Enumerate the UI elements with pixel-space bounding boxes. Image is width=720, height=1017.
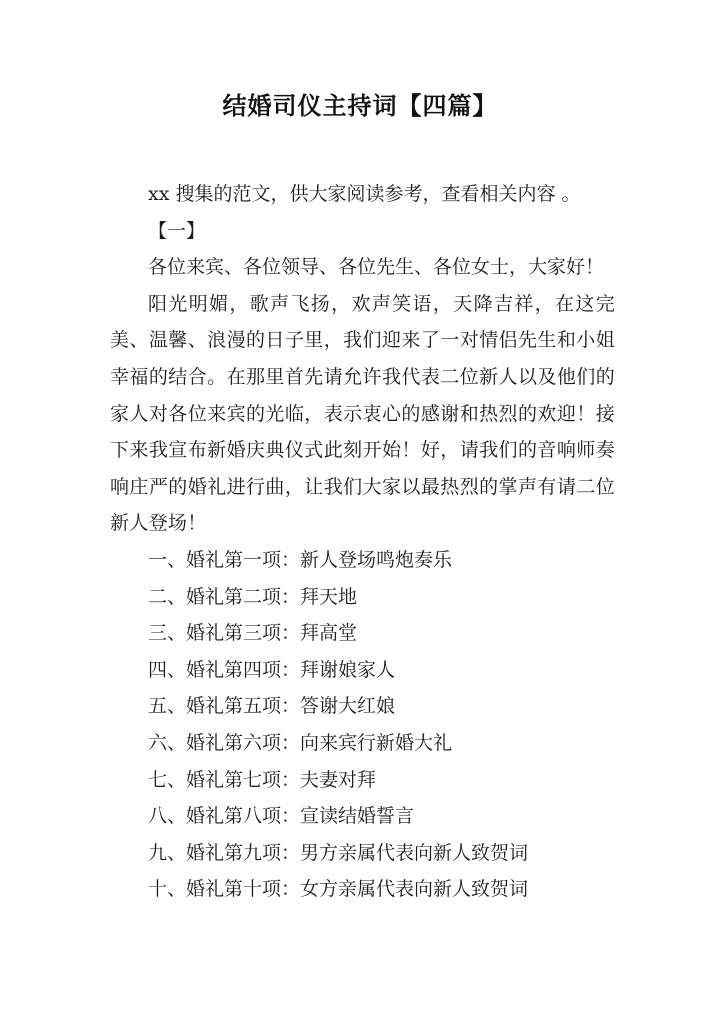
- agenda-item: 七、婚礼第七项：夫妻对拜: [148, 768, 377, 791]
- section-label: 【一】: [148, 219, 206, 242]
- document-title: 结婚司仪主持词【四篇】: [222, 92, 498, 120]
- agenda-item: 二、婚礼第二项：拜天地: [148, 585, 358, 608]
- intro-line: xx 搜集的范文，供大家阅读参考，查看相关内容 。: [148, 183, 581, 205]
- agenda-item: 九、婚礼第九项：男方亲属代表向新人致贺词: [148, 841, 529, 864]
- agenda-list: [110, 542, 615, 908]
- agenda-item: 三、婚礼第三项：拜高堂: [148, 622, 358, 645]
- agenda-item: 一、婚礼第一项：新人登场鸣炮奏乐: [148, 548, 453, 571]
- opening-paragraph: 阳光明媚，歌声飞扬，欢声笑语，天降吉祥，在这完美、温馨、浪漫的日子里，我们迎来了一对情侣先生和小姐幸福的结合。在那里首先请允许我代表二位新人以及他们的家人对各位来宾的光临，表示衷心的感谢和热烈的欢迎！接下来我宣布新婚庆典仪式此刻开始！好，请我们的音响师奏响庄严的婚礼进行曲，让我们大家以最热烈的掌声有请二位新人登场！: [110, 292, 615, 535]
- agenda-item: 四、婚礼第四项：拜谢娘家人: [148, 658, 396, 681]
- agenda-item: 六、婚礼第六项：向来宾行新婚大礼: [148, 731, 453, 754]
- agenda-item: 十、婚礼第十项：女方亲属代表向新人致贺词: [148, 878, 529, 901]
- agenda-item: 八、婚礼第八项：宣读结婚誓言: [148, 805, 415, 828]
- document-body: [110, 176, 615, 908]
- agenda-item: 五、婚礼第五项：答谢大红娘: [148, 695, 396, 718]
- greeting-line: 各位来宾、各位领导、各位先生、各位女士，大家好！: [148, 256, 605, 279]
